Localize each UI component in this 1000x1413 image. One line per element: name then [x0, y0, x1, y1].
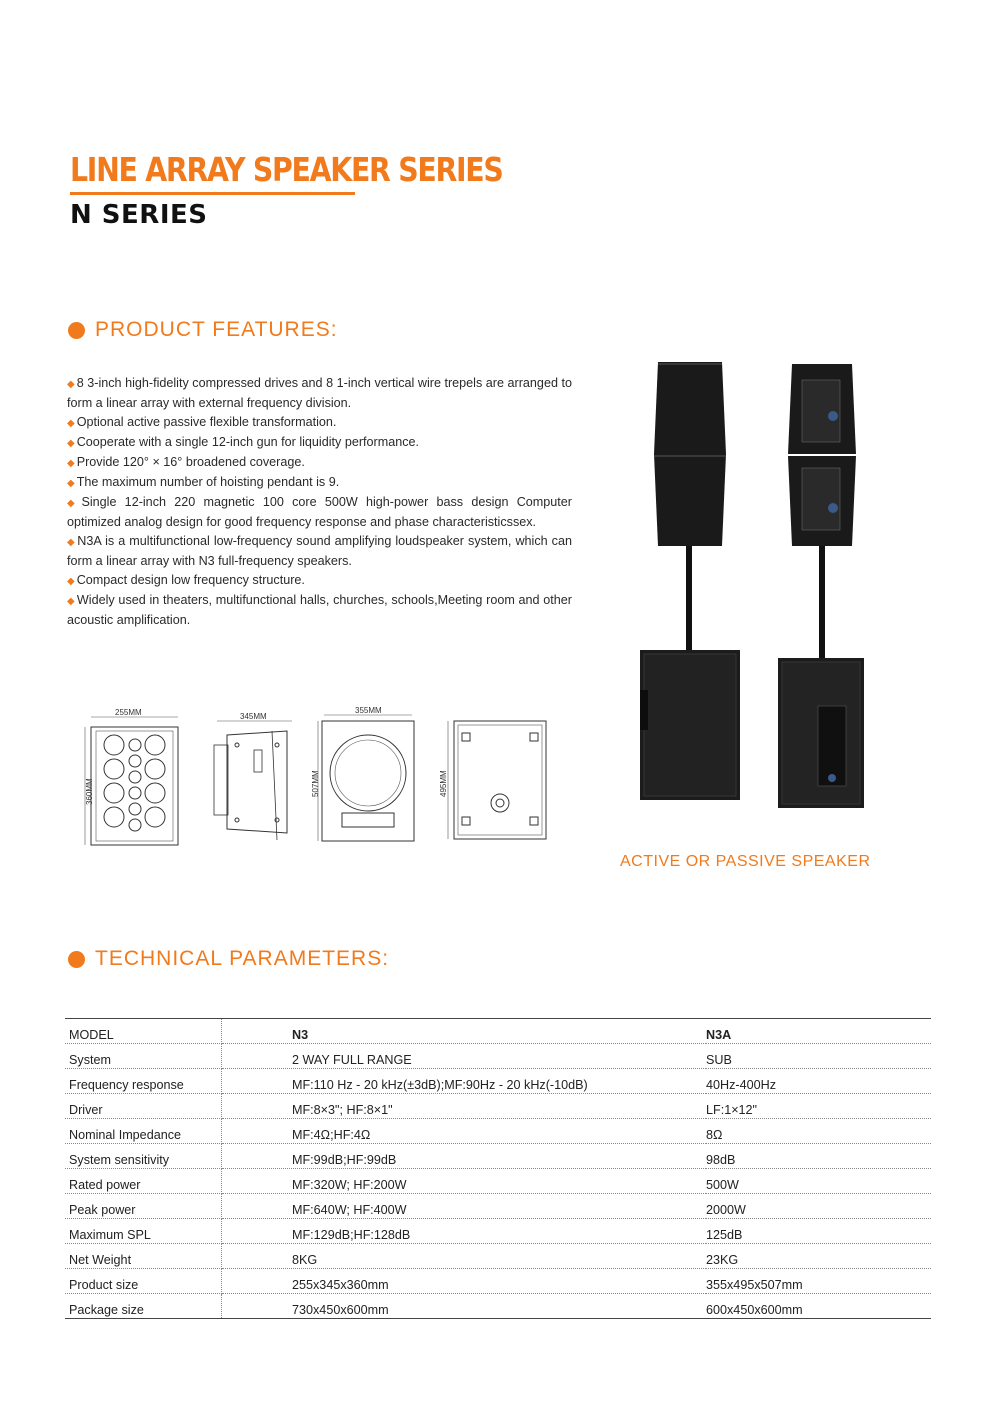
feature-item: ◆ Compact design low frequency structure.	[67, 573, 305, 587]
feature-item: ◆ Cooperate with a single 12-inch gun for liquidity performance.	[67, 435, 420, 449]
n3-side-drawing	[214, 712, 292, 840]
diamond-bullet-icon: ◆	[67, 458, 75, 469]
table-row: Driver MF:8×3"; HF:8×1" LF:1×12"	[65, 1094, 931, 1119]
n3a-top-drawing	[439, 721, 546, 839]
diamond-bullet-icon: ◆	[67, 438, 75, 449]
diamond-bullet-icon: ◆	[67, 576, 75, 587]
feature-item: ◆ Single 12-inch 220 magnetic 100 core 500W high-power bass design Computer optimized analog design for good frequency response and phase characteristicssex.	[67, 495, 572, 529]
n3a-depth-label: 495MM	[439, 770, 448, 797]
page-title: LINE ARRAY SPEAKER SERIES	[70, 150, 503, 189]
parameters-table	[65, 1018, 931, 1319]
features-heading-text: PRODUCT FEATURES:	[95, 318, 338, 341]
diamond-bullet-icon: ◆	[67, 596, 75, 607]
dimension-drawings	[82, 705, 552, 855]
feature-item: ◆ The maximum number of hoisting pendant is 9.	[67, 475, 340, 489]
table-row: Rated power MF:320W; HF:200W 500W	[65, 1169, 931, 1194]
diamond-bullet-icon: ◆	[67, 537, 76, 548]
title-underline	[70, 192, 355, 195]
table-row: Peak power MF:640W; HF:400W 2000W	[65, 1194, 931, 1219]
orange-dot-icon	[68, 322, 85, 339]
table-row: Frequency response MF:110 Hz - 20 kHz(±3dB);MF:90Hz - 20 kHz(-10dB) 40Hz-400Hz	[65, 1069, 931, 1094]
feature-item: ◆ Optional active passive flexible transformation.	[67, 415, 337, 429]
feature-item: ◆ 8 3-inch high-fidelity compressed drives and 8 1-inch vertical wire trepels are arranged to form a linear array with external frequency division.	[67, 376, 572, 410]
n3-front-drawing	[85, 708, 178, 845]
table-row: Package size 730x450x600mm 600x450x600mm	[65, 1294, 931, 1319]
header-n3a: N3A	[706, 1019, 931, 1044]
page-subtitle: N SERIES	[70, 200, 208, 230]
feature-item: ◆ Provide 120° × 16° broadened coverage.	[67, 455, 305, 469]
table-row: System 2 WAY FULL RANGE SUB	[65, 1044, 931, 1069]
n3-height-label: 360MM	[85, 778, 94, 805]
photo-caption: ACTIVE OR PASSIVE SPEAKER	[620, 853, 871, 870]
table-row: Nominal Impedance MF:4Ω;HF:4Ω 8Ω	[65, 1119, 931, 1144]
diamond-bullet-icon: ◆	[67, 498, 80, 509]
orange-dot-icon	[68, 951, 85, 968]
n3a-front-drawing	[311, 706, 414, 841]
speaker-photo	[630, 350, 870, 820]
table-row: Net Weight 8KG 23KG	[65, 1244, 931, 1269]
diamond-bullet-icon: ◆	[67, 379, 75, 390]
n3-depth-label: 345MM	[240, 712, 267, 721]
header-model: MODEL	[65, 1019, 222, 1044]
header-n3: N3	[222, 1019, 707, 1044]
diamond-bullet-icon: ◆	[67, 418, 75, 429]
table-row: System sensitivity MF:99dB;HF:99dB 98dB	[65, 1144, 931, 1169]
feature-list	[67, 374, 572, 630]
table-header-row	[65, 1019, 931, 1044]
parameters-heading-text: TECHNICAL PARAMETERS:	[95, 947, 390, 970]
front-stack	[640, 362, 740, 800]
table-row: Product size 255x345x360mm 355x495x507mm	[65, 1269, 931, 1294]
n3a-height-label: 507MM	[311, 770, 320, 797]
diamond-bullet-icon: ◆	[67, 478, 75, 489]
rear-stack	[778, 364, 864, 808]
n3a-width-label: 355MM	[355, 706, 382, 715]
table-row: Maximum SPL MF:129dB;HF:128dB 125dB	[65, 1219, 931, 1244]
feature-item: ◆ N3A is a multifunctional low-frequency sound amplifying loudspeaker system, which can form a linear array with N3 full-frequency speakers.	[67, 534, 572, 568]
features-heading	[68, 318, 338, 342]
parameters-heading	[68, 947, 389, 971]
feature-item: ◆ Widely used in theaters, multifunctional halls, churches, schools,Meeting room and other acoustic amplification.	[67, 593, 572, 627]
n3-width-label: 255MM	[115, 708, 142, 717]
